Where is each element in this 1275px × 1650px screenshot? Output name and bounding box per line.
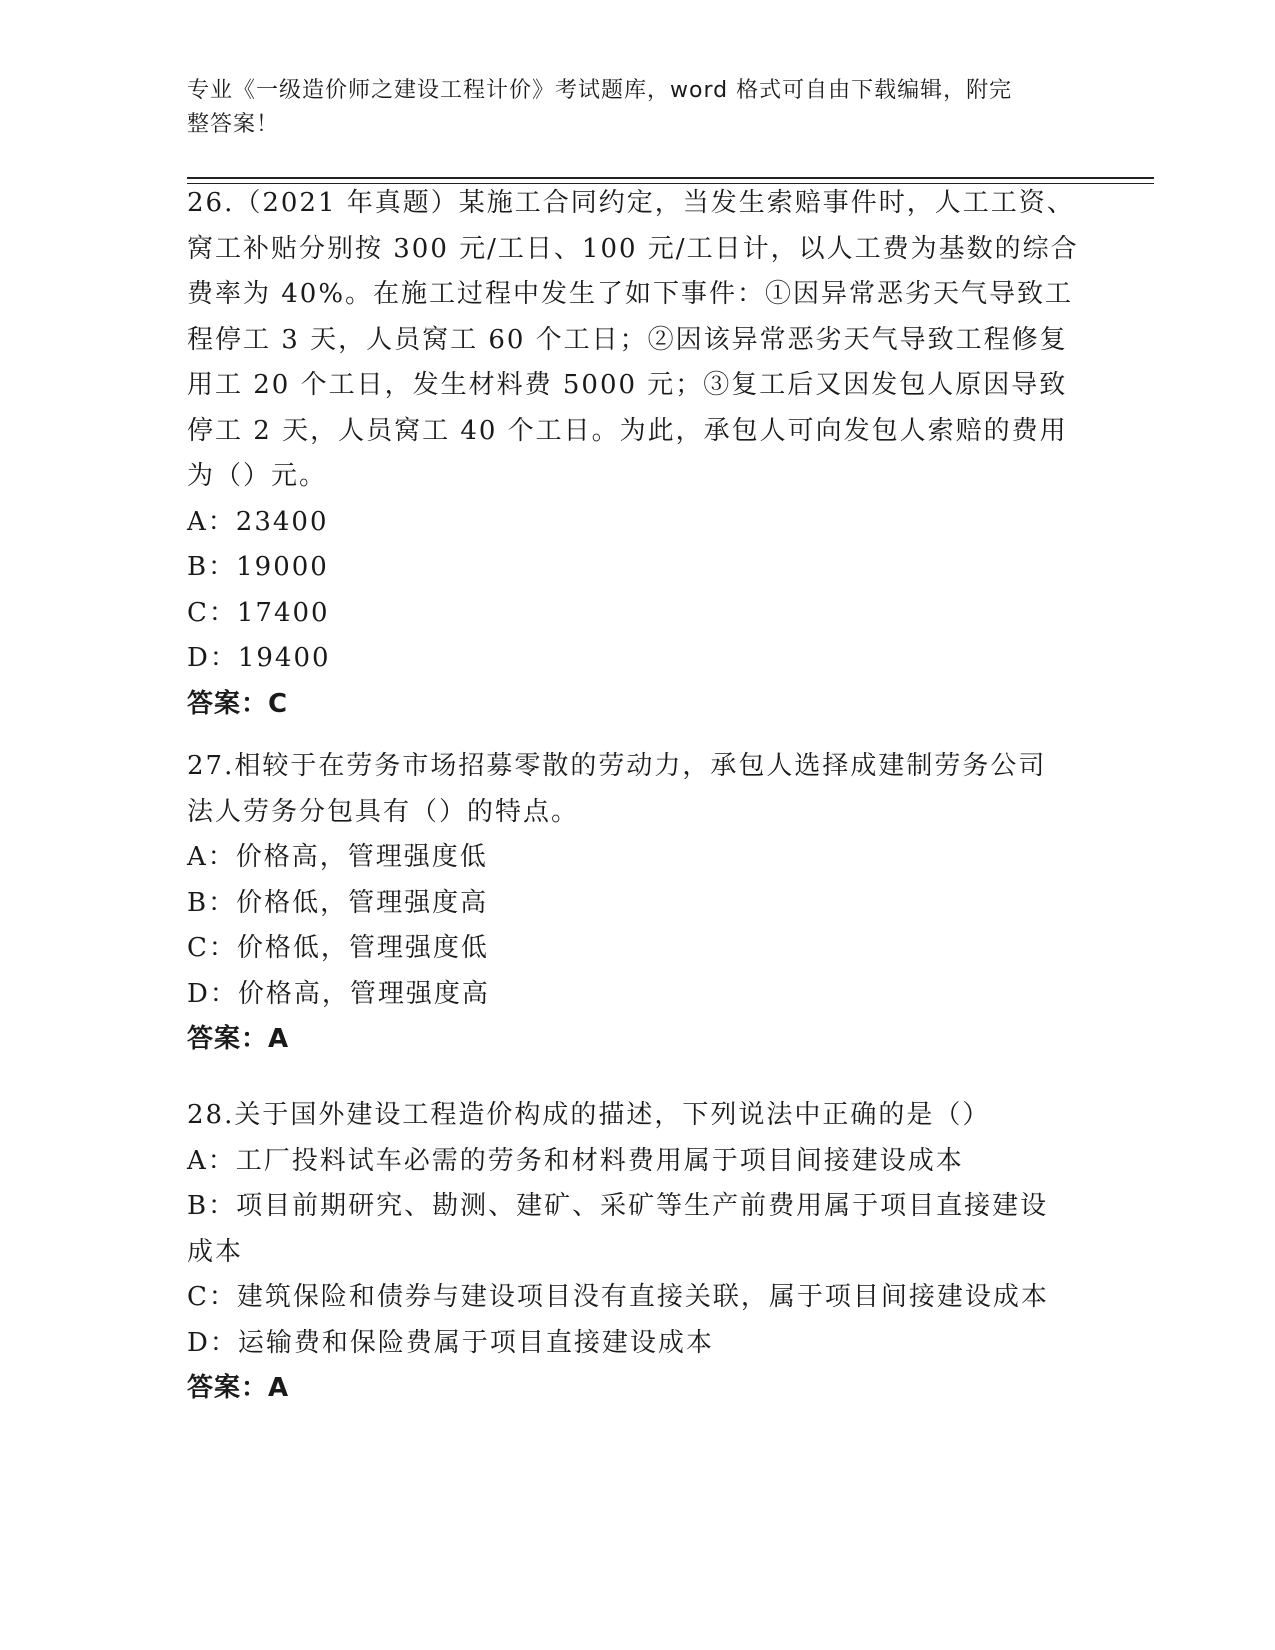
header-line-2: 整答案！ (187, 112, 280, 137)
option-a: A：23400 (187, 506, 329, 537)
question-26 (187, 181, 1082, 727)
question-line: 法人劳务分包具有（）的特点。 (187, 796, 580, 827)
question-line: 用工 20 个工日，发生材料费 5000 元；③复工后又因发包人原因导致 (187, 370, 1068, 400)
question-line: 28.关于国外建设工程造价构成的描述，下列说法中正确的是（） (187, 1100, 991, 1130)
option-b: B：项目前期研究、勘测、建矿、采矿等生产前费用属于项目直接建设 (187, 1191, 1049, 1221)
option-c: C：建筑保险和债券与建设项目没有直接关联，属于项目间接建设成本 (187, 1282, 1049, 1312)
option-b-continued: 成本 (187, 1236, 244, 1267)
option-c: C：价格低，管理强度低 (187, 933, 489, 963)
option-d: D：价格高，管理强度高 (187, 978, 490, 1009)
header-line-1: 专业《一级造价师之建设工程计价》考试题库，word 格式可自由下载编辑，附完 (187, 78, 1013, 103)
question-line: 为（）元。 (187, 461, 328, 491)
question-line: 费率为 40%。在施工过程中发生了如下事件：①因异常恶劣天气导致工 (187, 279, 1074, 309)
option-a: A：工厂投料试车必需的劳务和材料费用属于项目间接建设成本 (187, 1145, 964, 1176)
question-27 (187, 744, 1082, 1063)
question-line: 窝工补贴分别按 300 元/工日、100 元/工日计，以人工费为基数的综合 (187, 233, 1079, 264)
question-line: 程停工 3 天，人员窝工 60 个工日；②因该异常恶劣天气导致工程修复 (187, 324, 1068, 355)
answer: 答案：A (187, 1024, 290, 1054)
option-b: B：价格低，管理强度高 (187, 887, 489, 918)
answer: 答案：C (187, 688, 289, 719)
question-line: 26.（2021 年真题）某施工合同约定，当发生索赔事件时，人工工资、 (187, 188, 1075, 218)
option-d: D：运输费和保险费属于项目直接建设成本 (187, 1327, 714, 1358)
header-divider-thick (187, 177, 1154, 179)
answer: 答案：A (187, 1373, 290, 1403)
option-c: C：17400 (187, 597, 330, 628)
question-28 (187, 1093, 1082, 1412)
question-line: 27.相较于在劳务市场招募零散的劳动力，承包人选择成建制劳务公司 (187, 751, 1047, 781)
option-d: D：19400 (187, 643, 331, 673)
question-line: 停工 2 天，人员窝工 40 个工日。为此，承包人可向发包人索赔的费用 (187, 415, 1068, 446)
option-b: B：19000 (187, 552, 329, 582)
document-header (187, 74, 1067, 142)
option-a: A：价格高，管理强度低 (187, 842, 488, 872)
